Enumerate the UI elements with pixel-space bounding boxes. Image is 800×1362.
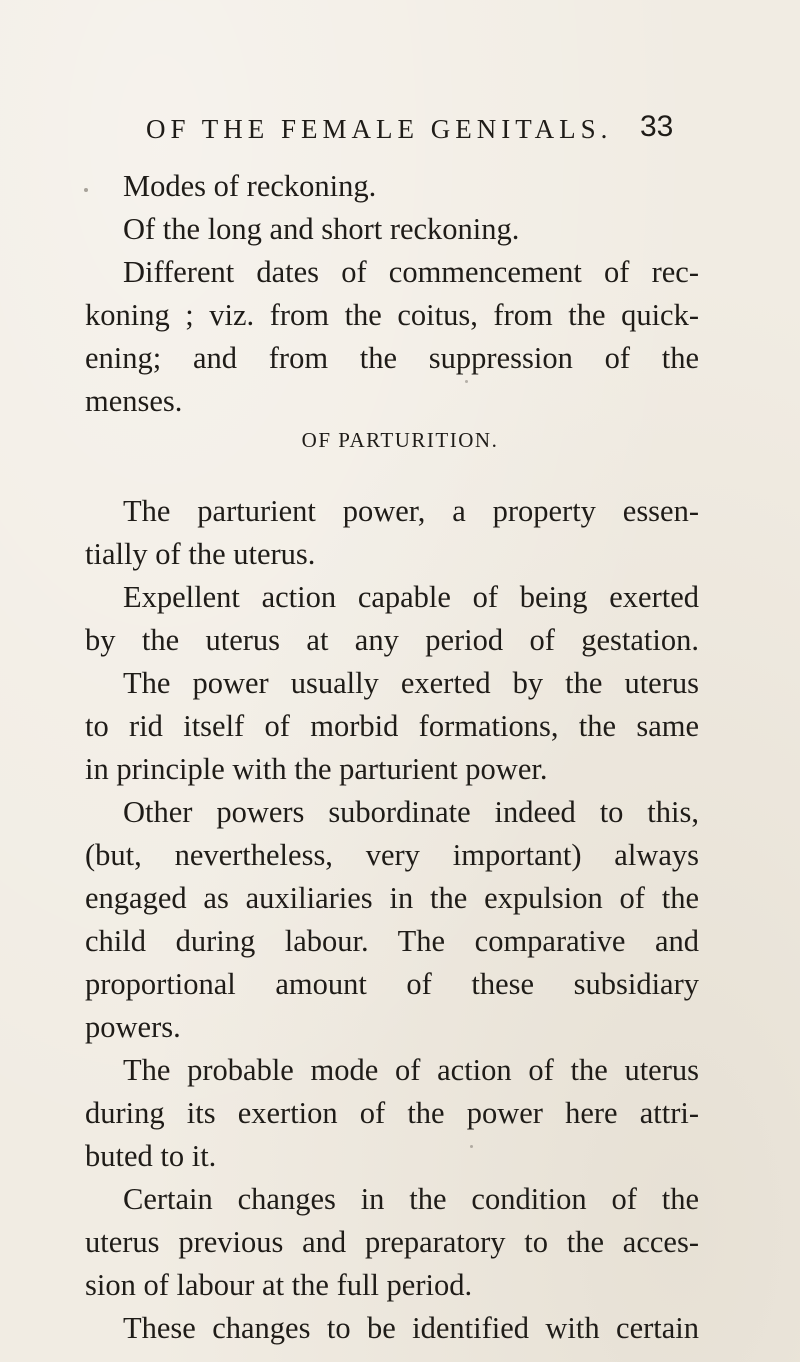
- paper-speck: [470, 1145, 473, 1148]
- text-line: Other powers subordinate indeed to this,: [123, 795, 699, 829]
- text-line: child during labour. The comparative and: [85, 924, 699, 958]
- text-line: uterus previous and preparatory to the acces-: [85, 1225, 699, 1259]
- text-line: Modes of reckoning.: [123, 169, 377, 203]
- text-line: (but, nevertheless, very important) always: [85, 838, 699, 872]
- text-line: The probable mode of action of the uterus: [123, 1053, 699, 1087]
- text-line: The power usually exerted by the uterus: [123, 666, 699, 700]
- text-line: Different dates of commencement of rec-: [123, 255, 699, 289]
- text-line: menses.: [85, 384, 183, 418]
- text-line: by the uterus at any period of gestation.: [85, 623, 699, 657]
- section-heading: OF PARTURITION.: [301, 428, 499, 452]
- text-line: engaged as auxiliaries in the expulsion of the: [85, 881, 699, 915]
- text-line: Of the long and short reckoning.: [123, 212, 520, 246]
- text-line: ening; and from the suppression of the: [85, 341, 699, 375]
- text-line: in principle with the parturient power.: [85, 752, 548, 786]
- text-line: during its exertion of the power here attri-: [85, 1096, 699, 1130]
- text-line: proportional amount of these subsidiary: [85, 967, 699, 1001]
- text-line: powers.: [85, 1010, 181, 1044]
- text-line: Expellent action capable of being exerted: [123, 580, 699, 614]
- paper-speck: [84, 188, 88, 192]
- text-line: Certain changes in the condition of the: [123, 1182, 699, 1216]
- running-head: OF THE FEMALE GENITALS.: [146, 114, 613, 144]
- text-line: koning ; viz. from the coitus, from the quick-: [85, 298, 699, 332]
- page-number: 33: [640, 110, 674, 143]
- paper-speck: [465, 380, 468, 383]
- text-line: to rid itself of morbid formations, the same: [85, 709, 699, 743]
- text-line: buted to it.: [85, 1139, 217, 1173]
- text-line: tially of the uterus.: [85, 537, 316, 571]
- text-line: sion of labour at the full period.: [85, 1268, 473, 1302]
- text-line: These changes to be identified with certain: [123, 1311, 699, 1345]
- text-line: The parturient power, a property essen-: [123, 494, 699, 528]
